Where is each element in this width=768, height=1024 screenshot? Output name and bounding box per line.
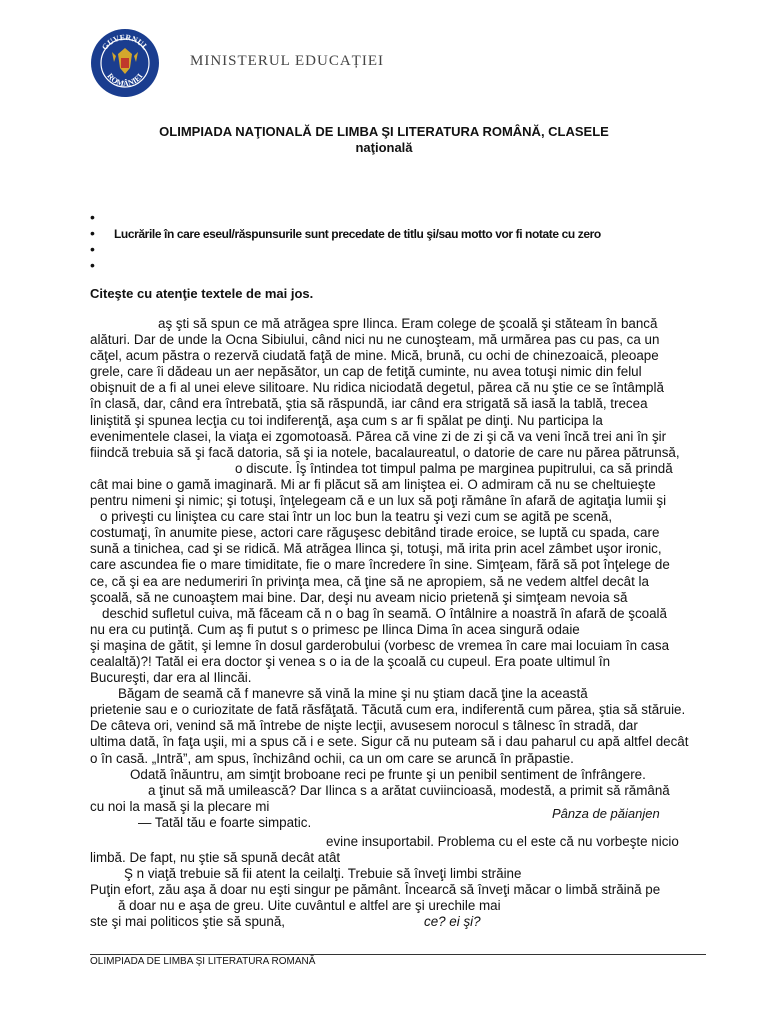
text-line: pentru nimeni şi nimic; şi totuşi, înţelegeam că e un lux să poţi rămâne în afară de agitaţia lumii şi [90, 493, 667, 509]
text-line: ce, că şi ea are nedumeriri în privinţa mea, că ţine să ne apropiem, să ne vedem altfel decât la [90, 573, 649, 589]
text-line: prietenie sau e o curiozitate de fată răsfăţată. Tăcută cum era, indiferentă cum părea, ştia să stăruie. [90, 702, 686, 718]
text-line: o discute. Îş întindea tot timpul palma pe marginea pupitrului, ca să prindă [235, 460, 673, 476]
text-line: De câteva ori, venind să mă întrebe de nişte lecţii, avusesem norocul s tâlnesc în stradă, dar [90, 718, 638, 734]
text-line: ă doar nu e aşa de greu. Uite cuvântul e altfel are şi urechile mai [118, 898, 501, 914]
text-line: liniştită şi spunea lecţia cu toi indiferenţă, aşa cum s ar fi spălat pe dinţi. Nu participa la [90, 412, 603, 428]
reading-instruction: Citeşte cu atenţie textele de mai jos. [90, 286, 314, 301]
document-subtitle: naţională [355, 140, 413, 155]
text-line: alături. Dar de unde la Ocna Sibiului, când nici nu ne cunoşteam, mă urmărea pas cu pas, ca un [90, 332, 660, 348]
text-line-wrap [90, 914, 710, 930]
text-line: Băgam de seamă că f manevre să vină la mine şi nu ştiam dacă ţine la această [118, 686, 588, 702]
text-line: nu era cu putinţă. Cum aş fi putut s o primesc pe Ilinca Dima în acea singură odaie [90, 621, 580, 637]
text-line: care ascundea fie o mare timiditate, fie o mare încredere în sine. Simţeam, fără să pot înţelege de [90, 557, 670, 573]
text-source: Pânza de păianjen [552, 806, 660, 821]
text-line: obişnuit de a fi al unei eleve silitoare. Nu ridica niciodată degetul, părea că nu ştie ce se întâmplă [90, 380, 664, 396]
text-line: Ş n viaţă trebuie să fii atent la ceilalţi. Trebuie să înveţi limbi străine [124, 866, 522, 882]
text-line: o priveşti cu liniştea cu care stai într un loc bun la teatru şi vezi cum se agită pe scenă, [100, 509, 613, 525]
text-line: sună a tinichea, cad şi se ridică. Mă atrăgea Ilinca şi, totuşi, mă irita prin acel zâmbet uşor ironic, [90, 541, 662, 557]
header [90, 28, 690, 98]
text-line: fiindcă trebuia să şi facă datoria, să şi ia notele, bacalaureatul, o datorie de care nu părea pătrunsă, [90, 444, 680, 460]
text-line: grele, care îi dădeau un aer nepăsător, un cap de fetiţă cuminte, nu avea totuşi nimic din felul [90, 364, 642, 380]
text-line: căţel, acum păstra o rezervă ciudată faţă de mine. Mică, brună, cu ochi de chinezoaică, pleoape [90, 348, 659, 364]
text-line: — Tatăl tău e foarte simpatic. [138, 814, 312, 830]
footer-divider [90, 954, 706, 955]
text-line: costumaţi, în anumite piese, actori care răguşesc debitând tirade eroice, se luptă cu spada, care [90, 525, 660, 541]
literary-text [90, 316, 710, 831]
instruction-bullet: • Lucrările în care eseul/răspunsurile sunt precedate de titlu şi/sau motto vor fi notate cu zero [90, 226, 601, 242]
text-line: Odată înăuntru, am simţit broboane reci pe frunte şi un penibil sentiment de înfrângere. [130, 766, 646, 782]
text-line: ultima dată, în faţa uşii, mi a spus că i e sete. Sigur că nu puteam să i dau paharul cu apă altfel decât [90, 734, 689, 750]
text-line: aş şti să spun ce mă atrăgea spre Ilinca. Eram colege de şcoală şi stăteam în bancă [158, 316, 658, 331]
svg-text:ROMÂNIEI: ROMÂNIEI [105, 71, 145, 89]
text-line: şi maşina de gătit, şi lemne în dosul garderobului (vorbesc de vremea în care mai locuiam în casa [90, 637, 670, 653]
page-footer: OLIMPIADA DE LIMBA ŞI LITERATURA ROMANĂ [90, 956, 316, 967]
literary-text-2 [90, 834, 710, 931]
instructions-list [90, 210, 601, 274]
svg-text:GUVERNUL: GUVERNUL [100, 32, 150, 52]
text-line: Puţin efort, zău aşa ă doar nu eşti singur pe pământ. Încearcă să înveţi măcar o limbă străină pe [90, 882, 661, 898]
text-line: evine insuportabil. Problema cu el este că nu vorbeşte nicio [326, 834, 679, 849]
text-line: în clasă, dar, când era întrebată, ştia să răspundă, iar când era strigată să iasă la tablă, trecea [90, 396, 648, 412]
text-line: cât mai bine o gamă imaginară. Mi ar fi plăcut să am liniştea ei. O admiram că nu se cheltuieşte [90, 476, 656, 492]
instruction-bullet [90, 258, 601, 274]
text-line: cealaltă)?! Tatăl ei era doctor şi venea s o ia de la şcoală cu cupeul. Era poate ultimul în [90, 653, 611, 669]
text-line: ce? ei şi? [424, 914, 481, 930]
text-line: o în casă. „Intră”, am spus, închizând ochii, ca un om care se aruncă în prăpastie. [90, 750, 574, 766]
ministry-name: MINISTERUL EDUCAȚIEI [190, 53, 385, 69]
text-line: ste şi mai politicos ştie să spună, [90, 914, 285, 930]
government-seal-icon [90, 28, 160, 98]
text-line: Bucureşti, dar era al Ilincăi. [90, 670, 252, 686]
text-line: şcoală, să ne cunoaştem mai bine. Dar, deşi nu aveam nicio prietenă şi simţeam nevoia să [90, 589, 628, 605]
text-line: a ţinut să mă umilească? Dar Ilinca s a arătat cuviincioasă, modestă, a primit să rămână [148, 782, 670, 798]
instruction-bullet [90, 242, 601, 258]
text-line: deschid sufletul cuiva, mă făceam că n o bag în seamă. O întâlnire a noastră în afară de şcoală [102, 605, 667, 621]
text-line: limbă. De fapt, nu ştie să spună decât atât [90, 850, 341, 866]
document-title: OLIMPIADA NAŢIONALĂ DE LIMBA ŞI LITERATURA ROMÂNĂ, CLASELE [159, 124, 609, 139]
text-line: evenimentele clasei, la viaţa ei zgomotoasă. Părea că vine zi de zi şi că va veni încă trei ani în şir [90, 428, 667, 444]
instruction-bullet [90, 210, 601, 226]
text-line: cu noi la masă şi la plecare mi [90, 798, 270, 814]
